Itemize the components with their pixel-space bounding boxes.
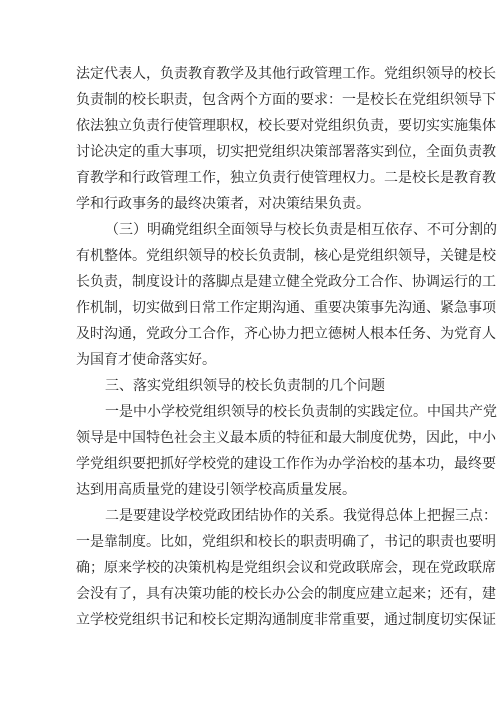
paragraph-line: 学党组织要把抓好学校党的建设工作作为办学治校的基本功，最终要 <box>76 456 496 472</box>
paragraph-line: 作机制，切实做到日常工作定期沟通、重要决策事先沟通、紧急事项 <box>76 300 496 316</box>
paragraph-line: 及时沟通，党政分工合作，齐心协力把立德树人根本任务、为党育人 <box>76 326 496 342</box>
paragraph-line: （三）明确党组织全面领导与校长负责是相互依存、不可分割的 <box>105 222 497 238</box>
paragraph-line: 学和行政事务的最终决策者，对决策结果负责。 <box>76 196 370 212</box>
paragraph-line: 领导是中国特色社会主义最本质的特征和最大制度优势，因此，中小 <box>76 430 496 446</box>
paragraph-line: 会没有了，具有决策功能的校长办公会的制度应建立起来；还有，建 <box>76 586 496 602</box>
paragraph-line: 二是要建设学校党政团结协作的关系。我觉得总体上把握三点： <box>105 508 497 524</box>
paragraph-line: 立学校党组织书记和校长定期沟通制度非常重要，通过制度切实保证 <box>76 612 496 628</box>
paragraph-line: 达到用高质量党的建设引领学校高质量发展。 <box>76 482 356 498</box>
paragraph-line: 育教学和行政管理工作，独立负责行使管理权力。二是校长是教育教 <box>76 170 496 186</box>
paragraph-line: 一是靠制度。比如，党组织和校长的职责明确了，书记的职责也要明 <box>76 534 496 550</box>
paragraph-line: 讨论决定的重大事项，切实把党组织决策部署落实到位，全面负责教 <box>76 144 496 160</box>
paragraph-line: 长负责，制度设计的落脚点是建立健全党政分工合作、协调运行的工 <box>76 274 496 290</box>
paragraph-line: 依法独立负责行使管理职权，校长要对党组织负责，要切实实施集体 <box>76 118 496 134</box>
paragraph-line: 确；原来学校的决策机构是党组织会议和党政联席会，现在党政联席 <box>76 560 496 576</box>
paragraph-line: 负责制的校长职责，包含两个方面的要求：一是校长在党组织领导下 <box>76 92 496 108</box>
paragraph-line: 法定代表人，负责教育教学及其他行政管理工作。党组织领导的校长 <box>76 66 496 82</box>
section-heading: 三、落实党组织领导的校长负责制的几个问题 <box>105 378 385 394</box>
paragraph-line: 为国育才使命落实好。 <box>76 352 216 368</box>
paragraph-line: 有机整体。党组织领导的校长负责制，核心是党组织领导，关键是校 <box>76 248 496 264</box>
paragraph-line: 一是中小学校党组织领导的校长负责制的实践定位。中国共产党 <box>105 404 497 420</box>
